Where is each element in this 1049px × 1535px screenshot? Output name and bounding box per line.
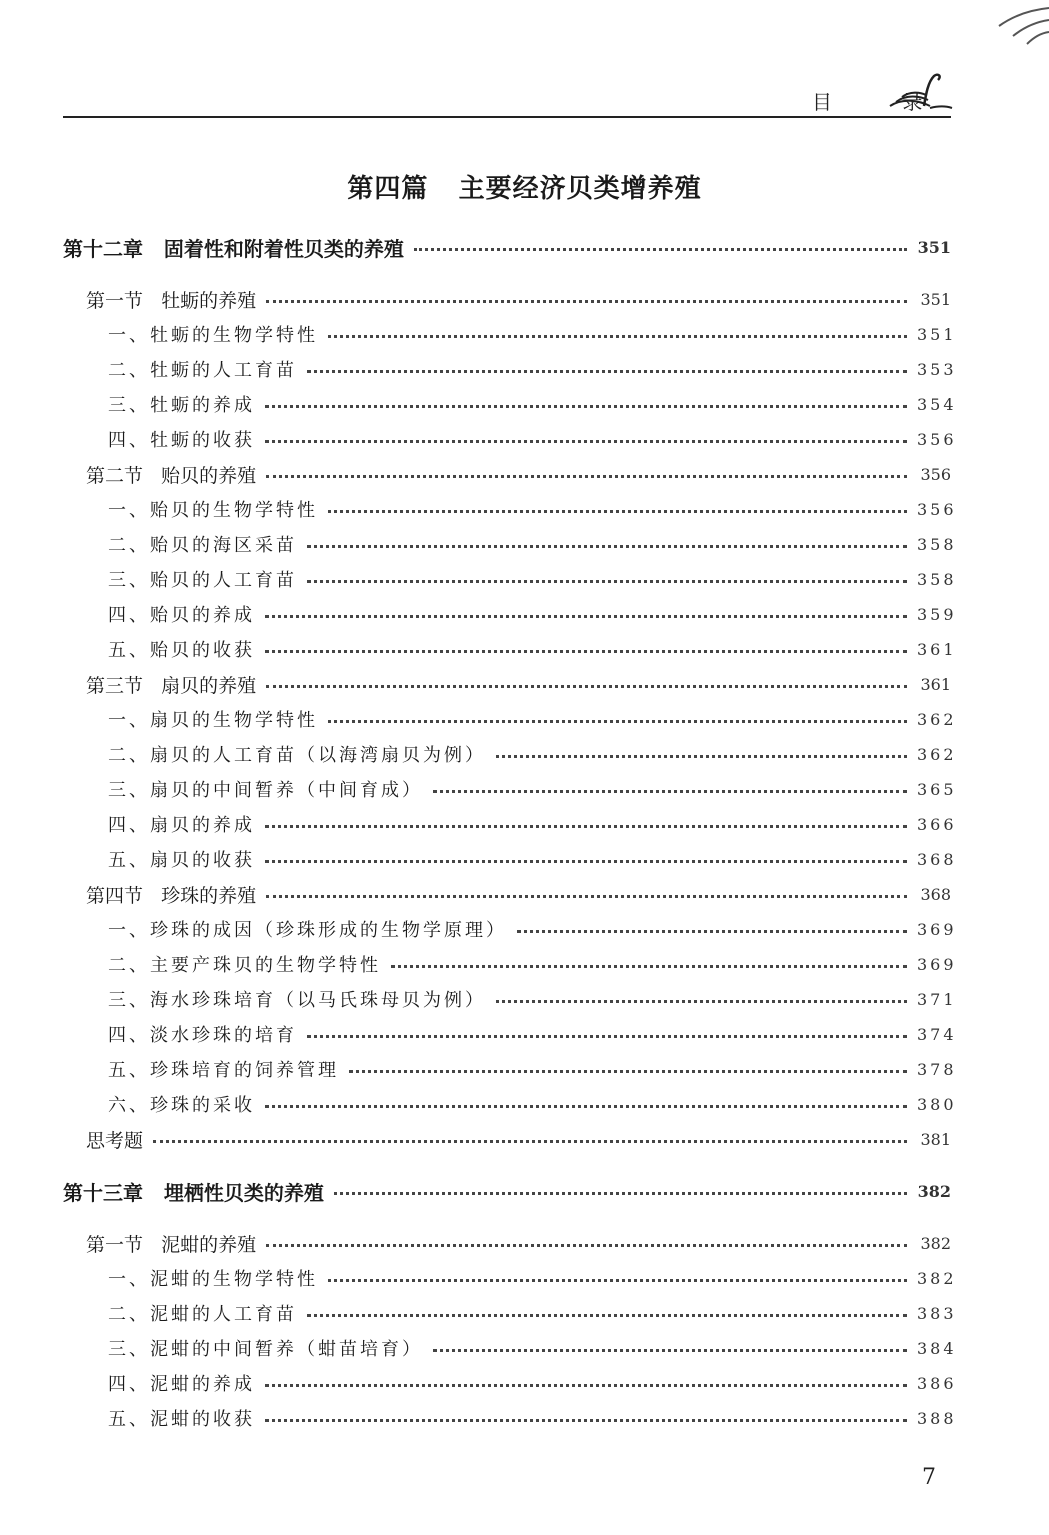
toc-entry-page: 351: [920, 289, 951, 309]
toc-dot-leader: [517, 930, 907, 933]
toc-entry-page: 358: [917, 569, 957, 589]
toc-entry-label: 四、淡水珍珠的培育: [108, 1025, 297, 1046]
toc-entry-label: 四、牡蛎的收获: [108, 430, 255, 451]
toc-dot-leader: [265, 650, 907, 653]
toc-entry-page: 368: [920, 884, 951, 904]
toc-dot-leader: [328, 510, 907, 513]
toc-dot-leader: [414, 248, 907, 251]
toc-entry-label: 第三节 扇贝的养殖: [86, 674, 257, 697]
toc-entry-item[interactable]: [108, 389, 957, 419]
toc-entry-item[interactable]: [108, 424, 957, 454]
toc-entry-label: 第二节 贻贝的养殖: [86, 464, 257, 487]
part-title: 第四篇 主要经济贝类增养殖: [347, 174, 702, 204]
toc-entry-section[interactable]: [86, 879, 951, 909]
toc-entry-label: 第一节 泥蚶的养殖: [86, 1233, 257, 1256]
toc-entry-page: 369: [917, 954, 957, 974]
toc-entry-label: 一、牡蛎的生物学特性: [108, 325, 318, 346]
toc-dot-leader: [334, 1192, 907, 1195]
toc-entry-item[interactable]: [108, 1368, 957, 1398]
toc-dot-leader: [266, 685, 907, 688]
toc-dot-leader: [265, 615, 907, 618]
toc-entry-label: 五、扇贝的收获: [108, 850, 255, 871]
toc-entry-page: 365: [917, 779, 957, 799]
toc-entry-label: 三、牡蛎的养成: [108, 395, 255, 416]
toc-dot-leader: [266, 300, 907, 303]
page-number: 7: [922, 1465, 936, 1490]
toc-entry-item[interactable]: [108, 949, 957, 979]
toc-entry-page: 361: [917, 639, 957, 659]
toc-entry-page: 374: [917, 1024, 957, 1044]
toc-entry-item[interactable]: [108, 739, 957, 769]
toc-entry-page: 359: [917, 604, 957, 624]
toc-entry-label: 六、珍珠的采收: [108, 1095, 255, 1116]
toc-dot-leader: [328, 720, 907, 723]
toc-entry-chapter[interactable]: [63, 1176, 951, 1206]
toc-entry-item[interactable]: [108, 529, 957, 559]
toc-entry-item[interactable]: [108, 494, 957, 524]
toc-dot-leader: [265, 1384, 907, 1387]
toc-entry-item[interactable]: [108, 564, 957, 594]
toc-entry-page: 383: [917, 1303, 957, 1323]
toc-entry-page: 371: [917, 989, 957, 1009]
toc-entry-label: 二、泥蚶的人工育苗: [108, 1304, 297, 1325]
toc-entry-page: 356: [920, 464, 951, 484]
toc-dot-leader: [307, 580, 907, 583]
toc-entry-item[interactable]: [108, 1403, 957, 1433]
toc-entry-label: 第四节 珍珠的养殖: [86, 884, 257, 907]
toc-entry-section[interactable]: [86, 459, 951, 489]
toc-entry-item[interactable]: [108, 1333, 957, 1363]
toc-entry-item[interactable]: [108, 319, 957, 349]
toc-dot-leader: [265, 1105, 907, 1108]
toc-entry-section[interactable]: [86, 1228, 951, 1258]
toc-entry-item[interactable]: [108, 1019, 957, 1049]
toc-entry-item[interactable]: [108, 809, 957, 839]
toc-entry-label: 四、泥蚶的养成: [108, 1374, 255, 1395]
toc-entry-page: 354: [917, 394, 957, 414]
toc-entry-label: 一、贻贝的生物学特性: [108, 500, 318, 521]
toc-entry-label: 五、珍珠培育的饲养管理: [108, 1060, 339, 1081]
toc-dot-leader: [328, 335, 907, 338]
toc-entry-label: 三、泥蚶的中间暂养（蚶苗培育）: [108, 1339, 423, 1360]
toc-entry-page: 362: [917, 709, 957, 729]
toc-entry-page: 378: [917, 1059, 957, 1079]
toc-entry-page: 362: [917, 744, 957, 764]
toc-entry-label: 一、珍珠的成因（珍珠形成的生物学原理）: [108, 920, 507, 941]
toc-dot-leader: [496, 755, 907, 758]
toc-entry-item[interactable]: [108, 354, 957, 384]
toc-dot-leader: [496, 1000, 907, 1003]
toc-entry-item[interactable]: [108, 599, 957, 629]
toc-entry-label: 五、贻贝的收获: [108, 640, 255, 661]
toc-entry-label: 第十三章 埋栖性贝类的养殖: [63, 1180, 324, 1205]
toc-entry-page: 381: [920, 1129, 951, 1149]
toc-dot-leader: [265, 860, 907, 863]
toc-entry-page: 368: [917, 849, 957, 869]
wave-logo-icon: [884, 70, 954, 114]
toc-entry-page: 382: [917, 1181, 951, 1201]
toc-entry-label: 五、泥蚶的收获: [108, 1409, 255, 1430]
toc-entry-page: 369: [917, 919, 957, 939]
toc-entry-section[interactable]: [86, 669, 951, 699]
toc-dot-leader: [433, 790, 907, 793]
toc-dot-leader: [265, 405, 907, 408]
toc-entry-label: 二、贻贝的海区采苗: [108, 535, 297, 556]
toc-dot-leader: [328, 1279, 907, 1282]
toc-entry-item[interactable]: [108, 704, 957, 734]
toc-entry-page: 353: [917, 359, 957, 379]
corner-ripple-decoration: [969, 0, 1049, 60]
toc-entry-page: 351: [917, 324, 957, 344]
toc-dot-leader: [391, 965, 907, 968]
toc-entry-label: 思考题: [86, 1129, 144, 1152]
toc-entry-page: 358: [917, 534, 957, 554]
toc-entry-label: 二、扇贝的人工育苗（以海湾扇贝为例）: [108, 745, 486, 766]
toc-entry-section[interactable]: [86, 284, 951, 314]
toc-entry-item[interactable]: [108, 1263, 957, 1293]
toc-dot-leader: [433, 1349, 907, 1352]
toc-entry-page: 382: [920, 1233, 951, 1253]
toc-dot-leader: [307, 1314, 907, 1317]
toc-entry-label: 二、主要产珠贝的生物学特性: [108, 955, 381, 976]
toc-entry-page: 356: [917, 499, 957, 519]
toc-entry-item[interactable]: [108, 1054, 957, 1084]
toc-entry-page: 351: [917, 237, 951, 257]
header-rule: [63, 116, 951, 118]
toc-dot-leader: [265, 1419, 907, 1422]
toc-entry-label: 第一节 牡蛎的养殖: [86, 289, 257, 312]
toc-entry-label: 二、牡蛎的人工育苗: [108, 360, 297, 381]
toc-dot-leader: [307, 1035, 907, 1038]
toc-dot-leader: [153, 1140, 907, 1143]
toc-dot-leader: [307, 370, 907, 373]
toc-entry-item[interactable]: [108, 844, 957, 874]
toc-entry-section[interactable]: [86, 1124, 951, 1154]
toc-entry-page: 356: [917, 429, 957, 449]
toc-entry-page: 388: [917, 1408, 957, 1428]
toc-dot-leader: [265, 825, 907, 828]
toc-entry-item[interactable]: [108, 774, 957, 804]
toc-entry-page: 380: [917, 1094, 957, 1114]
toc-dot-leader: [266, 1244, 907, 1247]
toc-dot-leader: [266, 475, 907, 478]
toc-entry-label: 三、海水珍珠培育（以马氏珠母贝为例）: [108, 990, 486, 1011]
toc-entry-label: 三、贻贝的人工育苗: [108, 570, 297, 591]
toc-entry-chapter[interactable]: [63, 232, 951, 262]
toc-entry-label: 四、贻贝的养成: [108, 605, 255, 626]
toc-entry-label: 一、泥蚶的生物学特性: [108, 1269, 318, 1290]
toc-entry-label: 第十二章 固着性和附着性贝类的养殖: [63, 236, 404, 261]
toc-entry-item[interactable]: [108, 984, 957, 1014]
toc-entry-page: 361: [920, 674, 951, 694]
toc-entry-item[interactable]: [108, 1298, 957, 1328]
toc-entry-item[interactable]: [108, 914, 957, 944]
toc-entry-page: 366: [917, 814, 957, 834]
toc-dot-leader: [265, 440, 907, 443]
toc-entry-item[interactable]: [108, 1089, 957, 1119]
toc-entry-page: 386: [917, 1373, 957, 1393]
toc-entry-page: 382: [917, 1268, 957, 1288]
toc-entry-label: 一、扇贝的生物学特性: [108, 710, 318, 731]
toc-entry-page: 384: [917, 1338, 957, 1358]
toc-entry-label: 四、扇贝的养成: [108, 815, 255, 836]
running-head-title: 目 录: [812, 90, 955, 114]
toc-dot-leader: [349, 1070, 907, 1073]
toc-dot-leader: [266, 895, 907, 898]
toc-entry-label: 三、扇贝的中间暂养（中间育成）: [108, 780, 423, 801]
toc-dot-leader: [307, 545, 907, 548]
toc-entry-item[interactable]: [108, 634, 957, 664]
